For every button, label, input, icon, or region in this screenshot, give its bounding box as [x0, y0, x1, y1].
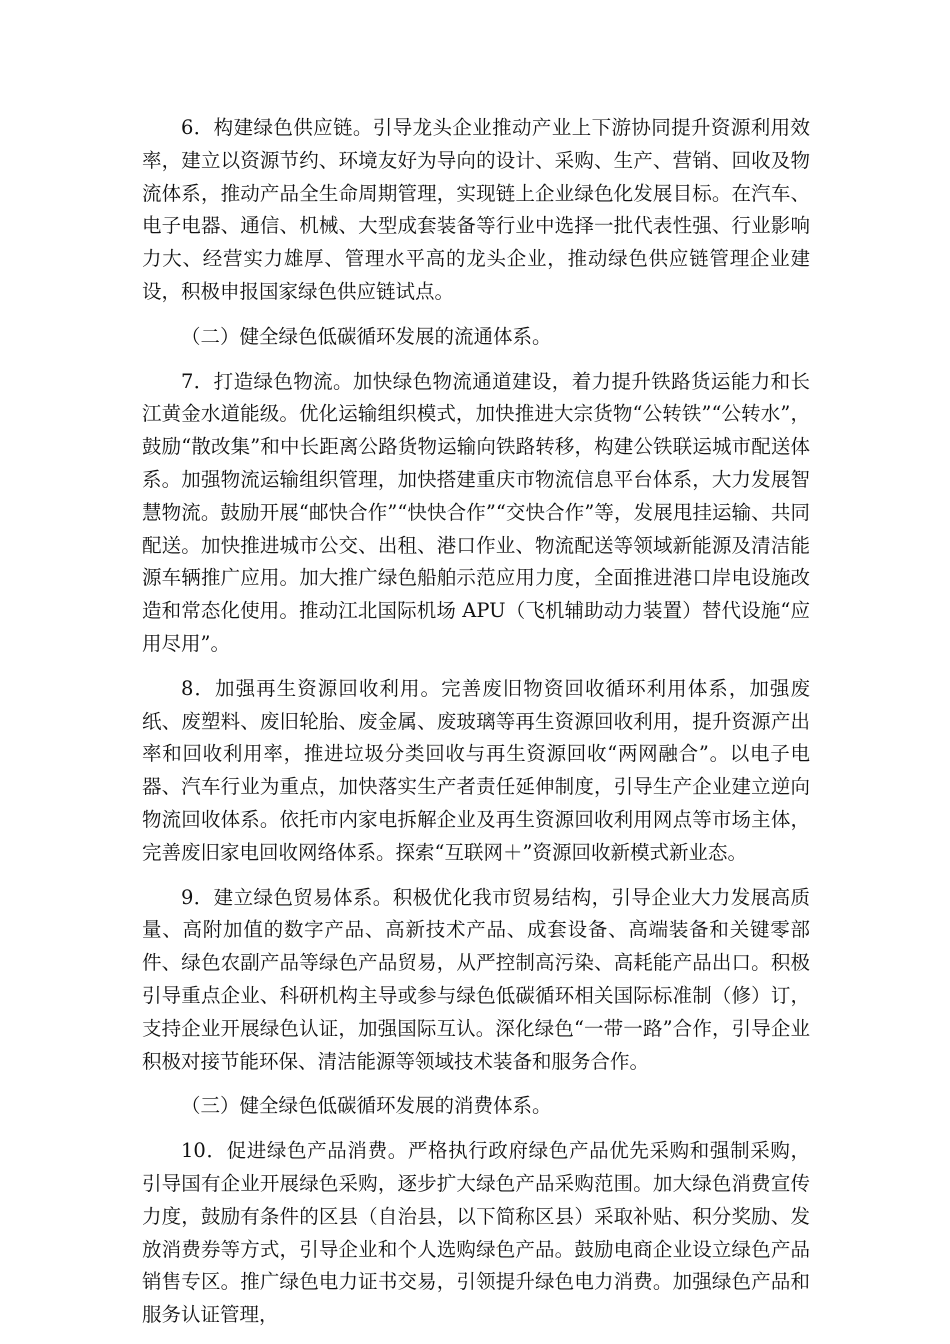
paragraph-green-supply-chain: 6．构建绿色供应链。引导龙头企业推动产业上下游协同提升资源利用效率，建立以资源节约、环境友好为导向的设计、采购、生产、营销、回收及物流体系，推动产品全生命周期管理，实现链上企业绿色化发展目标。在汽车、电子电器、通信、机械、大型成套装备等行业中选择一批代表性强、行业影响力大、经营实力雄厚、管理水平高的龙头企业，推动绿色供应链管理企业建设，积极申报国家绿色供应链试点。 [142, 116, 810, 303]
document-body [142, 112, 810, 1332]
paragraph-green-product-consumption: 10．促进绿色产品消费。严格执行政府绿色产品优先采购和强制采购，引导国有企业开展绿色采购，逐步扩大绿色产品采购范围。加大绿色消费宣传力度，鼓励有条件的区县（自治县，以下简称区县）采取补贴、积分奖励、发放消费券等方式，引导企业和个人选购绿色产品。鼓励电商企业设立绿色产品销售专区。推广绿色电力证书交易，引领提升绿色电力消费。加强绿色产品和服务认证管理， [142, 1139, 810, 1327]
paragraph-green-trade-system: 9．建立绿色贸易体系。积极优化我市贸易结构，引导企业大力发展高质量、高附加值的数字产品、高新技术产品、成套设备、高端装备和关键零部件、绿色农副产品等绿色产品贸易，从严控制高污染、高耗能产品出口。积极引导重点企业、科研机构主导或参与绿色低碳循环相关国际标准制（修）订，支持企业开展绿色认证，加强国际互认。深化绿色“一带一路”合作，引导企业积极对接节能环保、清洁能源等领域技术装备和服务合作。 [142, 885, 810, 1073]
paragraph-green-logistics: 7．打造绿色物流。加快绿色物流通道建设，着力提升铁路货运能力和长江黄金水道能级。优化运输组织模式，加快推进大宗货物“公转铁”“公转水”，鼓励“散改集”和中长距离公路货物运输向铁路转移，构建公铁联运城市配送体系。加强物流运输组织管理，加快搭建重庆市物流信息平台体系，大力发展智慧物流。鼓励开展“邮快合作”“快快合作”“交快合作”等，发展甩挂运输、共同配送。加快推进城市公交、出租、港口作业、物流配送等领域新能源及清洁能源车辆推广应用。加大推广绿色船舶示范应用力度，全面推进港口岸电设施改造和常态化使用。推动江北国际机场 APU（飞机辅助动力装置）替代设施“应用尽用”。 [142, 369, 810, 655]
section-heading-consumption-system: （三）健全绿色低碳循环发展的消费体系。 [181, 1094, 552, 1118]
section-heading-circulation-system: （二）健全绿色低碳循环发展的流通体系。 [181, 324, 552, 348]
paragraph-renewable-resource-recycling: 8．加强再生资源回收利用。完善废旧物资回收循环利用体系，加强废纸、废塑料、废旧轮胎、废金属、废玻璃等再生资源回收利用，提升资源产出率和回收利用率，推进垃圾分类回收与再生资源回收“两网融合”。以电子电器、汽车行业为重点，加快落实生产者责任延伸制度，引导生产企业建立逆向物流回收体系。依托市内家电拆解企业及再生资源回收利用网点等市场主体，完善废旧家电回收网络体系。探索“互联网＋”资源回收新模式新业态。 [142, 676, 810, 864]
